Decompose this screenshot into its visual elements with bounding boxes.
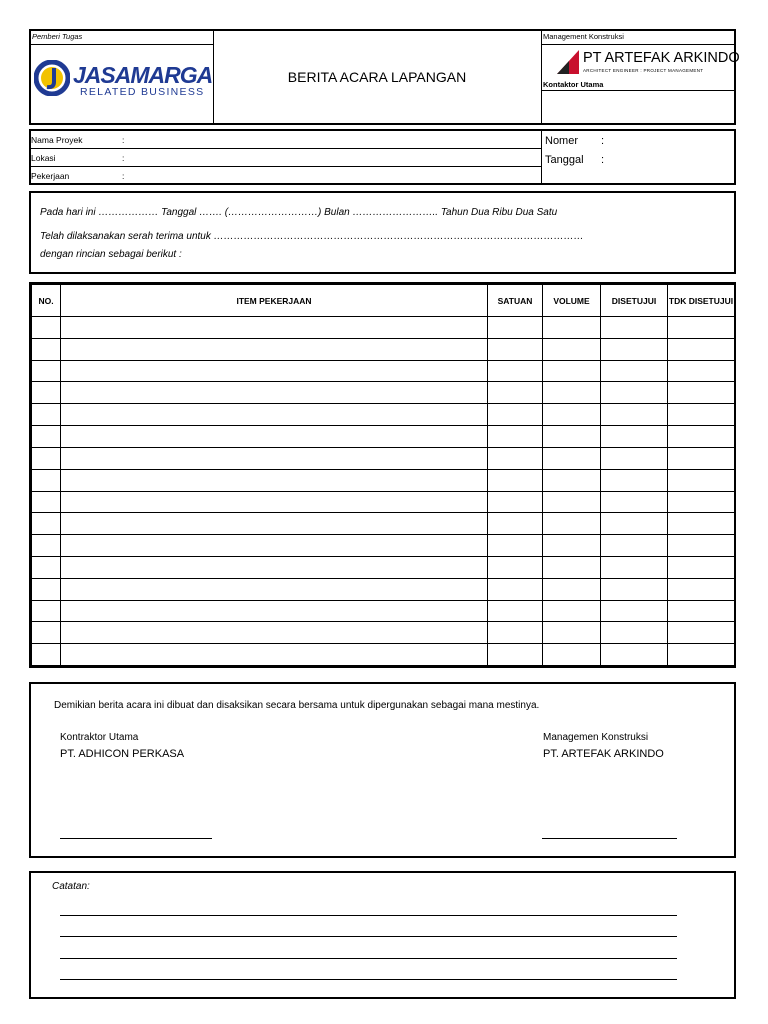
table-cell[interactable] — [488, 644, 543, 666]
table-cell[interactable] — [601, 447, 668, 469]
table-row — [32, 556, 735, 578]
notes-block — [29, 871, 736, 999]
table-cell[interactable] — [32, 404, 61, 426]
table-cell[interactable] — [543, 513, 601, 535]
table-cell[interactable] — [601, 600, 668, 622]
contractor-label: Kontaktor Utama — [543, 80, 604, 89]
table-cell[interactable] — [32, 317, 61, 339]
mk-company: PT. ARTEFAK ARKINDO — [543, 748, 664, 760]
table-cell[interactable] — [488, 404, 543, 426]
table-cell[interactable] — [61, 644, 488, 666]
mk-signature-line[interactable] — [542, 838, 677, 839]
table-row — [32, 513, 735, 535]
artefak-logo-text: PT ARTEFAK ARKINDO — [583, 50, 740, 66]
header-label-line-left — [31, 44, 213, 45]
table-cell[interactable] — [488, 622, 543, 644]
closing-statement: Demikian berita acara ini dibuat dan disaksikan secara bersama untuk dipergunakan sebagai mana mestinya. — [54, 700, 540, 711]
table-cell[interactable] — [61, 513, 488, 535]
number-label: Nomer — [545, 135, 579, 147]
location-row — [31, 150, 541, 167]
table-cell[interactable] — [543, 447, 601, 469]
project-name-colon: : — [122, 135, 125, 145]
table-cell[interactable] — [668, 535, 735, 557]
mk-role: Managemen Konstruksi — [543, 732, 649, 743]
table-row — [32, 469, 735, 491]
contractor-company: PT. ADHICON PERKASA — [60, 748, 185, 760]
table-cell[interactable] — [32, 556, 61, 578]
table-cell[interactable] — [668, 600, 735, 622]
col-header-not-approved: TDK DISETUJUI — [668, 285, 735, 317]
table-row — [32, 360, 735, 382]
table-row — [32, 382, 735, 404]
project-name-row — [31, 132, 541, 149]
table-cell[interactable] — [543, 600, 601, 622]
table-cell[interactable] — [32, 578, 61, 600]
col-header-item: ITEM PEKERJAAN — [61, 285, 488, 317]
items-table — [31, 284, 735, 666]
table-cell[interactable] — [543, 404, 601, 426]
table-cell[interactable] — [668, 447, 735, 469]
table-cell[interactable] — [601, 578, 668, 600]
table-cell[interactable] — [668, 360, 735, 382]
table-cell[interactable] — [488, 578, 543, 600]
date-label: Tanggal — [545, 154, 584, 166]
assignor-label: Pemberi Tugas — [32, 32, 83, 41]
table-row — [32, 404, 735, 426]
table-cell[interactable] — [488, 426, 543, 448]
table-cell[interactable] — [601, 644, 668, 666]
table-cell[interactable] — [32, 338, 61, 360]
table-cell[interactable] — [32, 513, 61, 535]
number-colon: : — [601, 135, 605, 147]
table-row — [32, 426, 735, 448]
table-row — [32, 338, 735, 360]
table-cell[interactable] — [668, 338, 735, 360]
table-cell[interactable] — [601, 622, 668, 644]
table-cell[interactable] — [543, 317, 601, 339]
table-cell[interactable] — [32, 360, 61, 382]
table-row — [32, 447, 735, 469]
table-cell[interactable] — [488, 469, 543, 491]
table-cell[interactable] — [601, 404, 668, 426]
location-label: Lokasi — [31, 153, 56, 163]
table-cell[interactable] — [601, 535, 668, 557]
intro-block — [29, 191, 736, 274]
notes-line-4[interactable] — [60, 979, 677, 980]
table-cell[interactable] — [32, 491, 61, 513]
notes-label: Catatan: — [52, 881, 90, 892]
date-colon: : — [601, 154, 605, 166]
jasamarga-logo-text: JASAMARGA — [73, 62, 213, 88]
table-cell[interactable] — [601, 317, 668, 339]
table-cell[interactable] — [61, 382, 488, 404]
notes-line-2[interactable] — [60, 936, 677, 937]
table-cell[interactable] — [601, 426, 668, 448]
table-row — [32, 644, 735, 666]
table-cell[interactable] — [488, 491, 543, 513]
table-header-row — [32, 285, 735, 317]
table-cell[interactable] — [488, 513, 543, 535]
table-cell[interactable] — [601, 338, 668, 360]
table-cell[interactable] — [61, 556, 488, 578]
work-colon: : — [122, 171, 125, 181]
jasamarga-logo-icon — [34, 60, 70, 96]
table-cell[interactable] — [488, 447, 543, 469]
table-cell[interactable] — [32, 382, 61, 404]
table-cell[interactable] — [543, 491, 601, 513]
table-cell[interactable] — [543, 578, 601, 600]
table-cell[interactable] — [668, 491, 735, 513]
table-cell[interactable] — [61, 600, 488, 622]
table-cell[interactable] — [668, 426, 735, 448]
table-cell[interactable] — [543, 382, 601, 404]
table-cell[interactable] — [488, 317, 543, 339]
table-cell[interactable] — [32, 535, 61, 557]
header-label-line-right — [541, 44, 734, 45]
table-cell[interactable] — [61, 317, 488, 339]
table-cell[interactable] — [61, 426, 488, 448]
table-row — [32, 317, 735, 339]
table-cell[interactable] — [601, 382, 668, 404]
jasamarga-logo-subtext: RELATED BUSINESS — [80, 86, 205, 98]
artefak-logo-icon — [557, 50, 579, 74]
table-cell[interactable] — [601, 513, 668, 535]
project-info-block — [29, 129, 736, 185]
table-cell[interactable] — [488, 360, 543, 382]
table-cell[interactable] — [668, 469, 735, 491]
table-cell[interactable] — [668, 644, 735, 666]
table-cell[interactable] — [488, 382, 543, 404]
table-cell[interactable] — [61, 578, 488, 600]
mk-label: Management Konstruksi — [543, 32, 624, 41]
project-name-label: Nama Proyek — [31, 135, 83, 145]
table-cell[interactable] — [32, 622, 61, 644]
table-cell[interactable] — [543, 469, 601, 491]
table-cell[interactable] — [543, 360, 601, 382]
signature-block — [29, 682, 736, 858]
intro-line-1: Pada hari ini ……………… Tanggal ……. (………………………) Bulan …………………….. Tahun Dua Ribu Dua Satu — [40, 207, 558, 218]
intro-line-2: Telah dilaksanakan serah terima untuk ………………………………………………………………………………………………… — [40, 231, 584, 242]
table-cell[interactable] — [601, 360, 668, 382]
table-cell[interactable] — [543, 644, 601, 666]
table-cell[interactable] — [668, 556, 735, 578]
table-cell[interactable] — [61, 535, 488, 557]
location-colon: : — [122, 153, 125, 163]
col-header-unit: SATUAN — [488, 285, 543, 317]
table-cell[interactable] — [601, 491, 668, 513]
work-label: Pekerjaan — [31, 171, 70, 181]
contractor-role: Kontraktor Utama — [60, 732, 139, 743]
notes-line-3[interactable] — [60, 958, 677, 959]
contractor-signature-line[interactable] — [60, 838, 212, 839]
work-row — [31, 168, 541, 185]
table-cell[interactable] — [32, 644, 61, 666]
col-header-approved: DISETUJUI — [601, 285, 668, 317]
table-cell[interactable] — [543, 535, 601, 557]
intro-line-3: dengan rincian sebagai berikut : — [40, 249, 182, 260]
table-cell[interactable] — [32, 447, 61, 469]
table-cell[interactable] — [32, 600, 61, 622]
table-cell[interactable] — [543, 426, 601, 448]
table-cell[interactable] — [668, 404, 735, 426]
table-cell[interactable] — [543, 556, 601, 578]
table-cell[interactable] — [601, 469, 668, 491]
col-header-no: NO. — [32, 285, 61, 317]
table-cell[interactable] — [668, 513, 735, 535]
table-cell[interactable] — [61, 622, 488, 644]
table-cell[interactable] — [488, 338, 543, 360]
table-cell[interactable] — [61, 338, 488, 360]
table-row — [32, 600, 735, 622]
table-cell[interactable] — [61, 469, 488, 491]
table-row — [32, 578, 735, 600]
table-cell[interactable] — [61, 447, 488, 469]
table-cell[interactable] — [488, 535, 543, 557]
table-row — [32, 622, 735, 644]
table-cell[interactable] — [32, 469, 61, 491]
table-row — [32, 491, 735, 513]
table-cell[interactable] — [61, 360, 488, 382]
items-table-body — [32, 317, 735, 666]
page-title: BERITA ACARA LAPANGAN — [287, 69, 467, 85]
table-cell[interactable] — [61, 491, 488, 513]
table-cell[interactable] — [61, 404, 488, 426]
table-cell[interactable] — [488, 556, 543, 578]
table-cell[interactable] — [488, 600, 543, 622]
table-cell[interactable] — [668, 317, 735, 339]
table-cell[interactable] — [32, 426, 61, 448]
info-divider — [541, 131, 542, 183]
table-cell[interactable] — [543, 338, 601, 360]
table-cell[interactable] — [668, 578, 735, 600]
table-cell[interactable] — [601, 556, 668, 578]
artefak-logo-tagline: ARCHITECT ENGINEER : PROJECT MANAGEMENT — [583, 68, 704, 73]
table-cell[interactable] — [668, 622, 735, 644]
table-row — [32, 535, 735, 557]
header-block — [29, 29, 740, 125]
header-mid-line-right — [541, 90, 734, 91]
notes-line-1[interactable] — [60, 915, 677, 916]
table-cell[interactable] — [543, 622, 601, 644]
col-header-volume: VOLUME — [543, 285, 601, 317]
items-table-block — [29, 282, 736, 668]
table-cell[interactable] — [668, 382, 735, 404]
